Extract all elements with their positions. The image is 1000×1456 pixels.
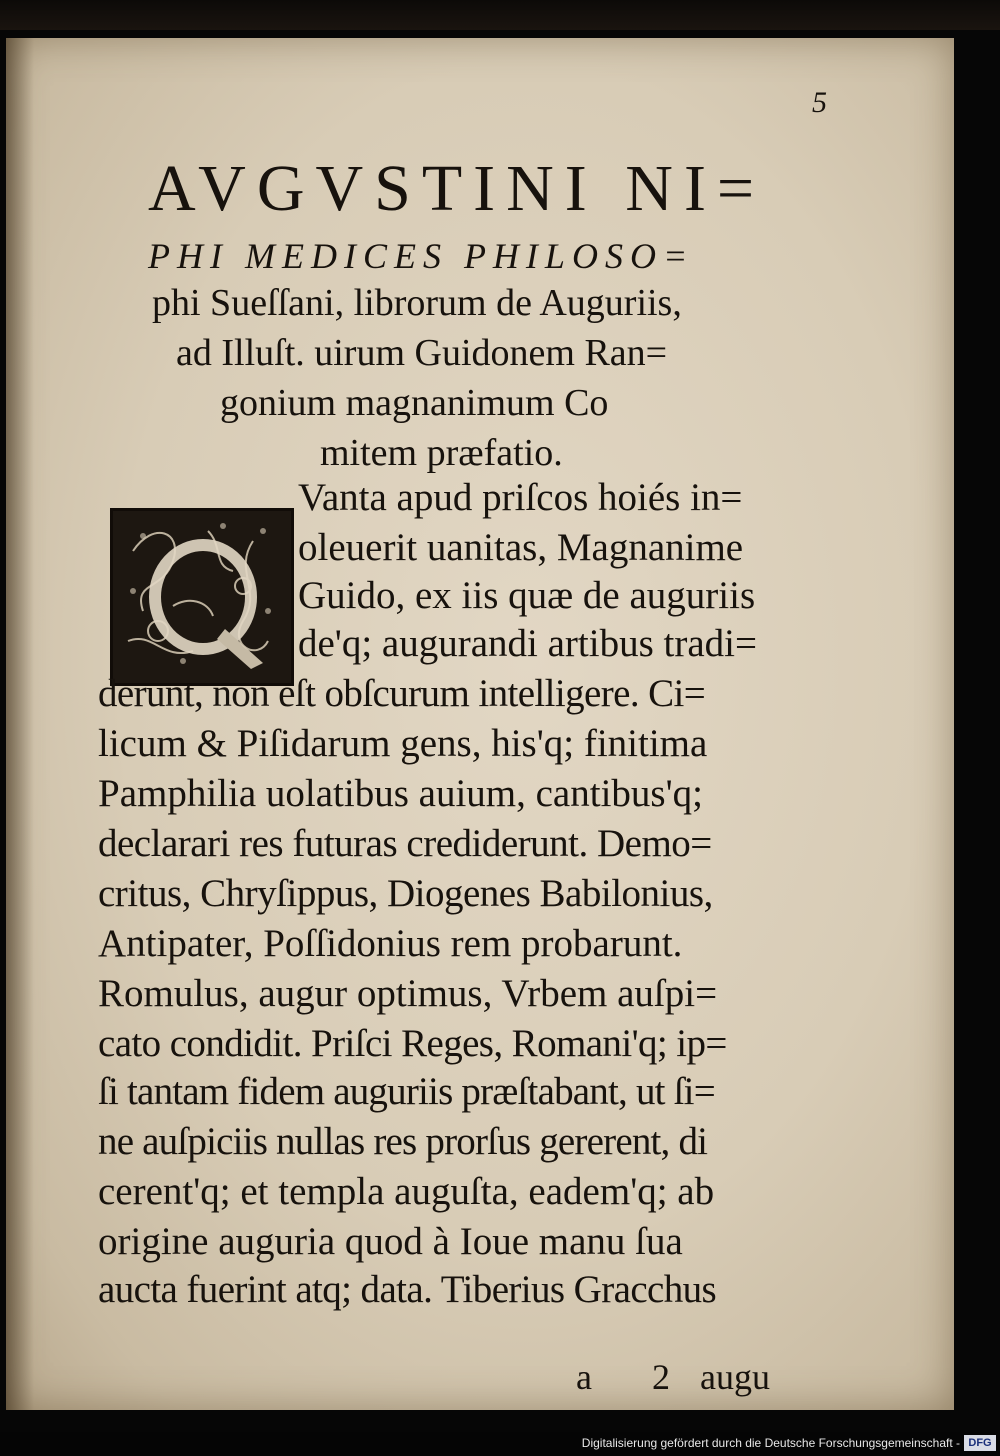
book-top-edge — [0, 0, 1000, 30]
title-line: PHI MEDICES PHILOSO= — [148, 236, 695, 276]
title-line: gonium magnanimum Co — [220, 382, 609, 424]
signature-mark: a — [576, 1357, 592, 1397]
body-line: oleuerit uanitas, Magnanime — [298, 526, 744, 569]
dfg-logo-icon: DFG — [964, 1435, 996, 1451]
title-line: mitem præfatio. — [320, 432, 563, 474]
gutter-shadow — [6, 38, 34, 1410]
body-line: Romulus, augur optimus, Vrbem auſpi= — [98, 972, 718, 1015]
book-page — [6, 38, 954, 1410]
body-line: critus, Chryſippus, Diogenes Babilonius, — [98, 872, 713, 915]
title-line: phi Sueſſani, librorum de Auguriis, — [152, 282, 682, 324]
body-line: cerent'q; et templa auguſta, eadem'q; ab — [98, 1170, 715, 1213]
title-line: ad Illuſt. uirum Guidonem Ran= — [176, 332, 668, 374]
body-line: de'q; augurandi artibus tradi= — [298, 622, 757, 665]
body-line: cato condidit. Priſci Reges, Romani'q; ip= — [98, 1022, 727, 1065]
body-line: Guido, ex iis quæ de auguriis — [298, 574, 756, 617]
footer-credit: Digitalisierung gefördert durch die Deutsche Forschungsgemeinschaft - — [581, 1436, 960, 1450]
footer-bar — [0, 1432, 1000, 1456]
body-line: derunt, non eſt obſcurum intelligere. Ci= — [98, 672, 706, 715]
body-line: ſi tantam fidem auguriis præſtabant, ut ſi= — [98, 1070, 715, 1113]
signature-number: 2 — [652, 1357, 670, 1397]
body-line: licum & Piſidarum gens, his'q; finitima — [98, 722, 708, 765]
title-line: AVGVSTINI NI= — [148, 152, 766, 225]
decorated-initial-q-icon — [110, 508, 294, 686]
body-line: Pamphilia uolatibus auium, cantibus'q; — [98, 772, 703, 815]
body-line: declarari res futuras crediderunt. Demo= — [98, 822, 712, 865]
catchword: augu — [700, 1357, 770, 1397]
body-line: aucta fuerint atq; data. Tiberius Gracchus — [98, 1268, 717, 1311]
body-line: origine auguria quod à Ioue manu ſua — [98, 1220, 683, 1263]
body-line: ne auſpiciis nullas res prorſus gererent, di — [98, 1120, 708, 1163]
body-line: Antipater, Poſſidonius rem probarunt. — [98, 922, 683, 965]
body-line: Vanta apud priſcos hoiés in= — [298, 476, 743, 519]
page-number: 5 — [812, 86, 827, 119]
